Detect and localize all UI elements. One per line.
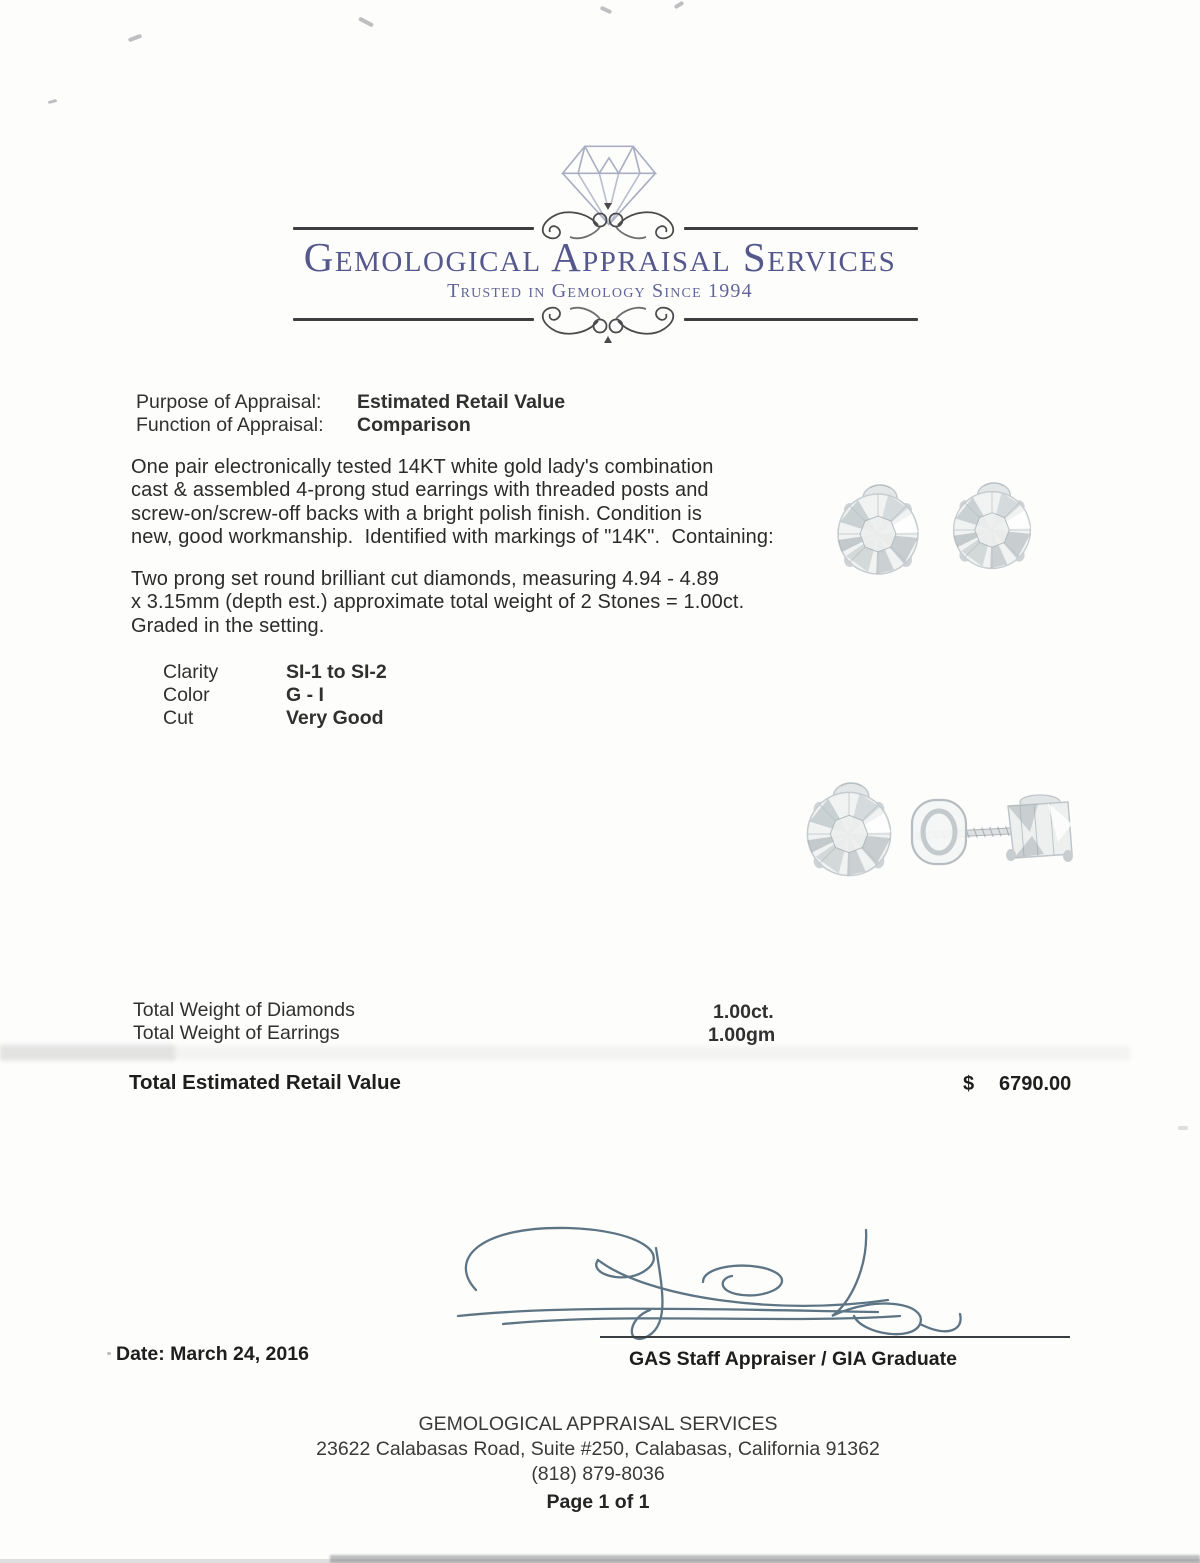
description-line: cast & assembled 4-prong stud earrings with threaded posts and [131,479,709,502]
brand-wordmark: Gemological Appraisal Services [303,234,897,280]
clarity-value: SI-1 to SI-2 [286,661,387,683]
cut-label: Cut [163,707,194,729]
header-rule-bottom-right [684,318,918,321]
currency-symbol: $ [963,1073,975,1095]
scroll-flourish-bottom [528,297,688,343]
scan-speck [600,6,613,15]
scan-speck [107,1352,111,1355]
color-value: G - I [286,684,324,706]
footer-phone: (818) 879-8036 [531,1463,665,1485]
scan-smudge [0,1046,1130,1060]
header-rule-top-left [293,227,534,230]
retail-value-amount: 6790.00 [999,1073,1072,1095]
description-line: new, good workmanship. Identified with markings of "14K". Containing: [131,526,774,549]
cut-value: Very Good [286,707,384,729]
function-label: Function of Appraisal: [136,414,324,436]
earrings-front-photo [812,460,1070,592]
item-description-paragraph [131,456,774,550]
description-line: Graded in the setting. [131,614,325,637]
scan-speck [48,99,57,104]
scan-speck [128,34,143,43]
total-weight-diamonds-value: 1.00ct. [713,1001,774,1023]
description-line: x 3.15mm (depth est.) approximate total weight of 2 Stones = 1.00ct. [131,591,745,614]
date-label: Date: March 24, 2016 [116,1343,309,1365]
header-rule-top-right [684,227,918,230]
handwritten-signature [448,1212,978,1354]
signature-line [600,1336,1070,1338]
header-rule-bottom-left [293,318,534,321]
total-weight-diamonds-label: Total Weight of Diamonds [133,999,355,1021]
scan-speck [1178,1126,1188,1130]
description-line: One pair electronically tested 14KT white gold lady's combination [131,456,714,478]
total-weight-earrings-value: 1.00gm [708,1024,776,1046]
description-line: Two prong set round brilliant cut diamonds, measuring 4.94 - 4.89 [131,568,719,590]
page-indicator: Page 1 of 1 [546,1491,650,1513]
purpose-label: Purpose of Appraisal: [136,391,322,413]
color-label: Color [163,684,210,706]
brand-tagline: Trusted in Gemology Since 1994 [447,280,753,302]
function-value: Comparison [357,414,471,436]
scan-edge-band [0,1559,1200,1563]
retail-value-label: Total Estimated Retail Value [129,1071,401,1094]
scan-speck [674,1,685,10]
clarity-label: Clarity [163,661,219,683]
footer-address: 23622 Calabasas Road, Suite #250, Calabasas, California 91362 [316,1438,880,1460]
scan-edge-band [330,1555,1200,1563]
scan-speck [358,16,374,27]
appraiser-title: GAS Staff Appraiser / GIA Graduate [629,1348,957,1370]
description-line: screw-on/screw-off backs with a bright polish finish. Condition is [131,502,702,525]
diamond-description-paragraph [131,568,744,638]
purpose-value: Estimated Retail Value [357,391,566,413]
total-weight-earrings-label: Total Weight of Earrings [133,1022,340,1044]
earrings-side-photo [786,770,1084,894]
footer-company-name: GEMOLOGICAL APPRAISAL SERVICES [418,1413,778,1435]
scan-smudge [0,1044,175,1061]
